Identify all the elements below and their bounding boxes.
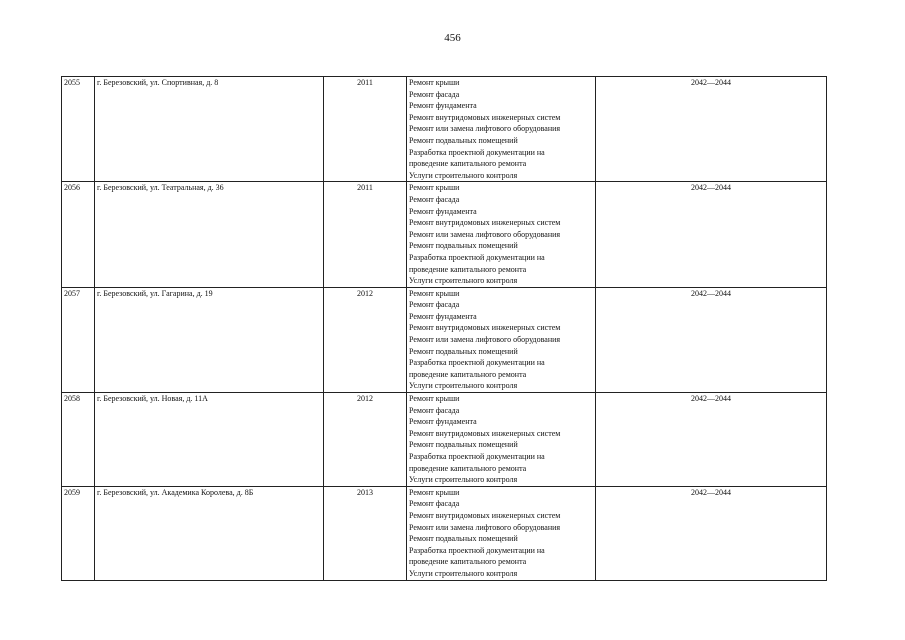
work-item: проведение капитального ремонта bbox=[409, 557, 527, 567]
work-item: Ремонт или замена лифтового оборудования bbox=[409, 335, 561, 345]
planned-period: 2042—2044 bbox=[596, 393, 827, 487]
work-item: Ремонт подвальных помещений bbox=[409, 534, 518, 544]
work-item: Ремонт подвальных помещений bbox=[409, 241, 518, 251]
work-item: Ремонт или замена лифтового оборудования bbox=[409, 124, 561, 134]
work-item: Разработка проектной документации на bbox=[409, 545, 545, 555]
work-item: Разработка проектной документации на bbox=[409, 452, 545, 461]
row-number: 2059 bbox=[62, 486, 95, 580]
building-address: г. Березовский, ул. Академика Королева, д. 8Б bbox=[95, 486, 324, 580]
table-row bbox=[62, 182, 827, 287]
commission-year: 2012 bbox=[324, 393, 407, 487]
work-item: Ремонт подвальных помещений bbox=[409, 440, 518, 450]
building-address: г. Березовский, ул. Театральная, д. 36 bbox=[95, 182, 324, 287]
row-number: 2058 bbox=[62, 393, 95, 487]
planned-period: 2042—2044 bbox=[596, 486, 827, 580]
work-item: проведение капитального ремонта bbox=[409, 369, 527, 379]
work-item: Ремонт внутридомовых инженерных систем bbox=[409, 510, 561, 520]
work-item: Разработка проектной документации на bbox=[409, 147, 545, 157]
building-address: г. Березовский, ул. Гагарина, д. 19 bbox=[95, 287, 324, 392]
work-item: Ремонт подвальных помещений bbox=[409, 135, 518, 145]
work-item: Ремонт внутридомовых инженерных систем bbox=[409, 428, 561, 438]
work-item: Ремонт или замена лифтового оборудования bbox=[409, 522, 561, 532]
building-address: г. Березовский, ул. Новая, д. 11А bbox=[95, 393, 324, 487]
work-item: проведение капитального ремонта bbox=[409, 264, 527, 274]
work-item: Ремонт фасада bbox=[409, 89, 460, 99]
table-row bbox=[62, 486, 827, 580]
work-item: проведение капитального ремонта bbox=[409, 463, 527, 473]
works-list bbox=[407, 287, 596, 392]
work-item: Услуги строительного контроля bbox=[409, 475, 518, 485]
work-item: Ремонт фундамента bbox=[409, 311, 477, 321]
table-row bbox=[62, 393, 827, 487]
building-address: г. Березовский, ул. Спортивная, д. 8 bbox=[95, 77, 324, 182]
table-row bbox=[62, 77, 827, 182]
planned-period: 2042—2044 bbox=[596, 182, 827, 287]
work-item: Ремонт фасада bbox=[409, 405, 460, 415]
work-item: Услуги строительного контроля bbox=[409, 170, 518, 180]
work-item: Ремонт фасада bbox=[409, 300, 460, 310]
work-item: Ремонт или замена лифтового оборудования bbox=[409, 229, 561, 239]
works-list bbox=[407, 182, 596, 287]
work-item: Ремонт крыши bbox=[409, 183, 460, 193]
row-number: 2055 bbox=[62, 77, 95, 182]
works-list bbox=[407, 393, 596, 487]
work-item: Разработка проектной документации на bbox=[409, 252, 545, 262]
repair-schedule-table bbox=[61, 76, 827, 581]
work-item: Услуги строительного контроля bbox=[409, 568, 518, 578]
row-number: 2056 bbox=[62, 182, 95, 287]
work-item: проведение капитального ремонта bbox=[409, 159, 527, 169]
work-item: Ремонт внутридомовых инженерных систем bbox=[409, 323, 561, 333]
commission-year: 2011 bbox=[324, 182, 407, 287]
work-item: Ремонт фундамента bbox=[409, 101, 477, 111]
work-item: Разработка проектной документации на bbox=[409, 358, 545, 368]
commission-year: 2013 bbox=[324, 486, 407, 580]
work-item: Услуги строительного контроля bbox=[409, 381, 518, 391]
row-number: 2057 bbox=[62, 287, 95, 392]
work-item: Ремонт крыши bbox=[409, 78, 460, 87]
work-item: Ремонт крыши bbox=[409, 288, 460, 298]
work-item: Ремонт крыши bbox=[409, 487, 460, 497]
table-row bbox=[62, 287, 827, 392]
commission-year: 2012 bbox=[324, 287, 407, 392]
work-item: Ремонт фасада bbox=[409, 194, 460, 204]
work-item: Ремонт подвальных помещений bbox=[409, 346, 518, 356]
commission-year: 2011 bbox=[324, 77, 407, 182]
work-item: Ремонт фундамента bbox=[409, 417, 477, 427]
work-item: Услуги строительного контроля bbox=[409, 276, 518, 286]
work-item: Ремонт фундамента bbox=[409, 206, 477, 216]
works-list bbox=[407, 486, 596, 580]
planned-period: 2042—2044 bbox=[596, 77, 827, 182]
works-list bbox=[407, 77, 596, 182]
table-body bbox=[62, 77, 827, 581]
work-item: Ремонт крыши bbox=[409, 394, 460, 404]
work-item: Ремонт внутридомовых инженерных систем bbox=[409, 218, 561, 228]
work-item: Ремонт внутридомовых инженерных систем bbox=[409, 112, 561, 122]
page-number: 456 bbox=[444, 32, 461, 44]
planned-period: 2042—2044 bbox=[596, 287, 827, 392]
work-item: Ремонт фасада bbox=[409, 499, 460, 509]
